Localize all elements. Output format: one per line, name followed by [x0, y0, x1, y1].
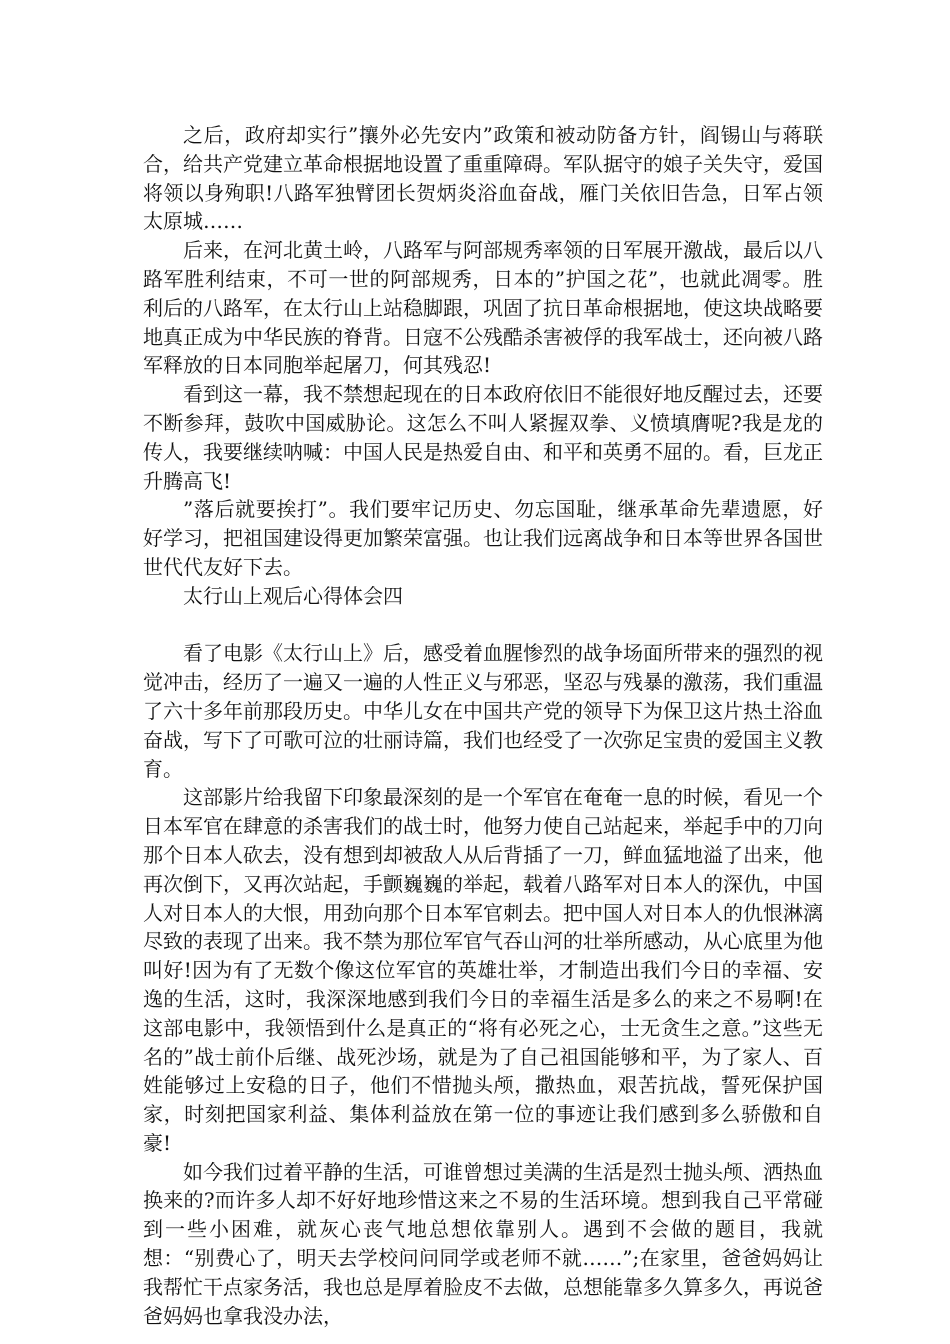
blank-line — [143, 611, 823, 640]
paragraph: 看了电影《太行山上》后，感受着血腥惨烈的战争场面所带来的强烈的视觉冲击，经历了一遍又一遍的人性正义与邪恶，坚忍与残暴的激荡，我们重温了六十多年前那段历史。中华儿女在中国共产党的领导下为保卫这片热土浴血奋战，写下了可歌可泣的壮丽诗篇，我们也经受了一次弥足宝贵的爱国主义教育。 — [143, 641, 823, 781]
paragraph: 之后，政府却实行”攘外必先安内”政策和被动防备方针，阎锡山与蒋联合，给共产党建立革命根据地设置了重重障碍。军队据守的娘子关失守，爱国将领以身殉职!八路军独臂团长贺炳炎浴血奋战，雁门关依旧告急，日军占领太原城…… — [143, 123, 823, 234]
paragraph: 如今我们过着平静的生活，可谁曾想过美满的生活是烈士抛头颅、洒热血换来的?而许多人却不好好地珍惜这来之不易的生活环境。想到我自己平常碰到一些小困难，就灰心丧气地总想依靠别人。遇到不会做的题目，我就想：“别费心了，明天去学校问问同学或老师不就……”;在家里，爸爸妈妈让我帮忙干点家务活，我也总是厚着脸皮不去做，总想能靠多久算多久，再说爸爸妈妈也拿我没办法， — [143, 1159, 823, 1328]
section-title: 太行山上观后心得体会四 — [183, 583, 403, 608]
paragraph: 后来，在河北黄土岭，八路军与阿部规秀率领的日军展开激战，最后以八路军胜利结束，不可一世的阿部规秀，日本的”护国之花”，也就此凋零。胜利后的八路军，在太行山上站稳脚跟，巩固了抗日革命根据地，使这块战略要地真正成为中华民族的脊背。日寇不公残酷杀害被俘的我军战士，还向被八路军释放的日本同胞举起屠刀，何其残忍! — [143, 238, 823, 378]
paragraph: 这部影片给我留下印象最深刻的是一个军官在奄奄一息的时候，看见一个日本军官在肆意的杀害我们的战士时，他努力使自己站起来，举起手中的刀向那个日本人砍去，没有想到却被敌人从后背插了一刀，鲜血猛地溢了出来，他再次倒下，又再次站起，手颤巍巍的举起，载着八路军对日本人的深仇，中国人对日本人的大恨，用劲向那个日本军官刺去。把中国人对日本人的仇恨淋漓尽致的表现了出来。我不禁为那位军官气吞山河的壮举所感动，从心底里为他叫好!因为有了无数个像这位军官的英雄壮举，才制造出我们今日的幸福、安逸的生活，这时，我深深地感到我们今日的幸福生活是多么的来之不易啊!在这部电影中，我领悟到什么是真正的“将有必死之心，士无贪生之意。”这些无名的”战士前仆后继、战死沙场，就是为了自己祖国能够和平，为了家人、百姓能够过上安稳的日子，他们不惜抛头颅，撒热血，艰苦抗战，誓死保护国家，时刻把国家利益、集体利益放在第一位的事迹让我们感到多么骄傲和自豪! — [143, 785, 823, 1155]
document-body — [143, 121, 823, 1330]
paragraph: ”落后就要挨打”。我们要牢记历史、勿忘国耻，继承革命先辈遗愿，好好学习，把祖国建设得更加繁荣富强。也让我们远离战争和日本等世界各国世世代代友好下去。 — [143, 497, 823, 579]
paragraph: 看到这一幕，我不禁想起现在的日本政府依旧不能很好地反醒过去，还要不断参拜，鼓吹中国威胁论。这怎么不叫人紧握双拳、义愤填膺呢?我是龙的传人，我要继续呐喊：中国人民是热爱自由、和平和英勇不屈的。看，巨龙正升腾高飞! — [143, 382, 823, 493]
